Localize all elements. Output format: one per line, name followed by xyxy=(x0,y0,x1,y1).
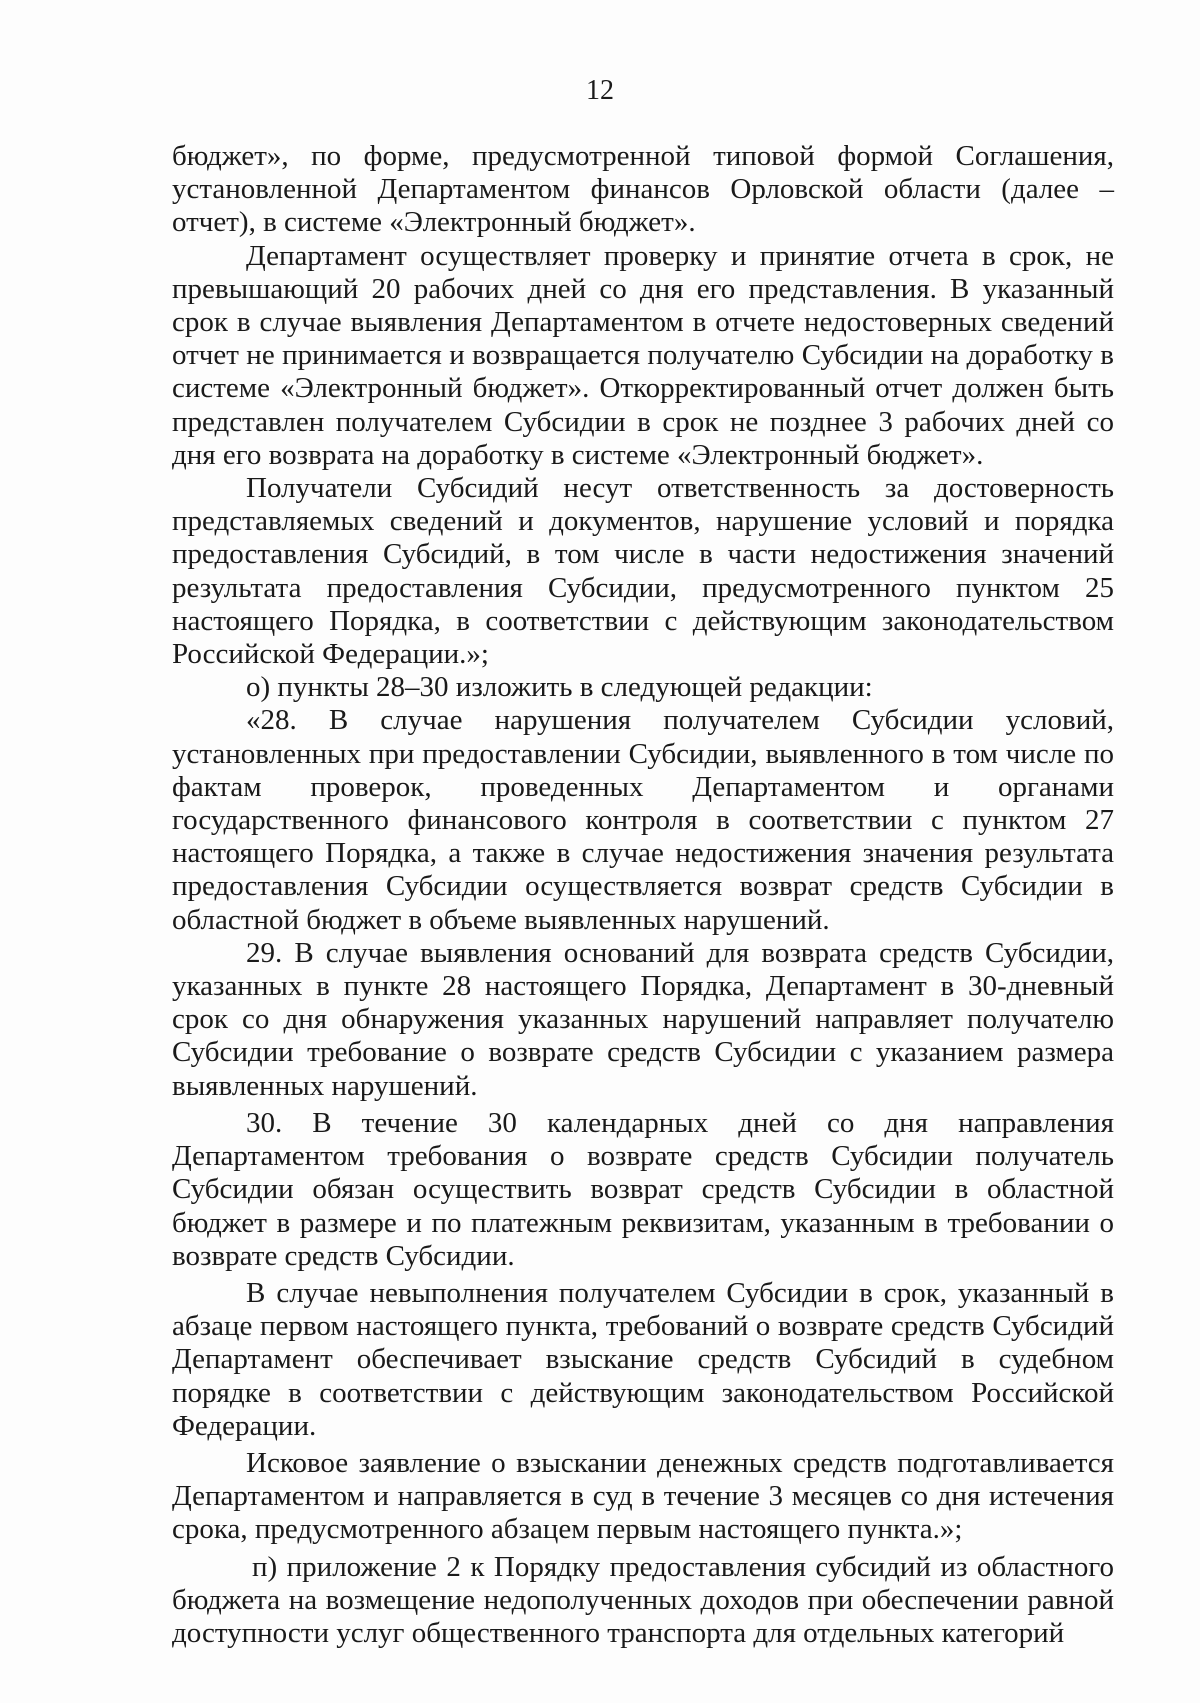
paragraph-point-30: 30. В течение 30 календарных дней со дня направления Департаментом требования о возврате средств Субсидии получатель Субсидии обязан осуществить возврат средств Субсидии в областной бюджет в размере и по платежным реквизитам, указанным в требовании о возврате средств Субсидии. xyxy=(172,1106,1114,1272)
paragraph-point-28: «28. В случае нарушения получателем Субсидии условий, установленных при предоставлении Субсидии, выявленного в том числе по фактам проверок, проведенных Департаментом и органами государственного финансового контроля в соответствии с пунктом 27 настоящего Порядка, а также в случае недостижения значения результата предоставления Субсидии осуществляется возврат средств Субсидии в областной бюджет в объеме выявленных нарушений. xyxy=(172,704,1114,936)
paragraph-item-o: о) пункты 28–30 изложить в следующей редакции: xyxy=(246,671,873,704)
paragraph-lawsuit: Исковое заявление о взыскании денежных средств подготавливается Департаментом и направляется в суд в течение 3 месяцев со дня истечения срока, предусмотренного абзацем первым настоящего пункта.»; xyxy=(172,1446,1114,1546)
paragraph-responsibility: Получатели Субсидий несут ответственность за достоверность представляемых сведений и документов, нарушение условий и порядка предоставления Субсидий, в том числе в части недостижения значений результата предоставления Субсидии, предусмотренного пунктом 25 настоящего Порядка, в соответствии с действующим законодательством Российской Федерации.»; xyxy=(172,472,1114,671)
paragraph-report-form: бюджет», по форме, предусмотренной типовой формой Соглашения, установленной Департаментом финансов Орловской области (далее – отчет), в системе «Электронный бюджет». xyxy=(172,140,1114,239)
document-body xyxy=(172,140,1114,1650)
paragraph-item-p: п) приложение 2 к Порядку предоставления субсидий из областного бюджета на возмещение недополученных доходов при обеспечении равной доступности услуг общественного транспорта для отдельных категорий xyxy=(172,1550,1114,1649)
paragraph-point-29: 29. В случае выявления оснований для возврата средств Субсидии, указанных в пункте 28 настоящего Порядка, Департамент в 30-дневный срок со дня обнаружения указанных нарушений направляет получателю Субсидии требование о возврате средств Субсидии с указанием размера выявленных нарушений. xyxy=(172,936,1114,1102)
paragraph-report-check: Департамент осуществляет проверку и принятие отчета в срок, не превышающий 20 рабочих дней со дня его представления. В указанный срок в случае выявления Департаментом в отчете недостоверных сведений отчет не принимается и возвращается получателю Субсидии на доработку в системе «Электронный бюджет». Откорректированный отчет должен быть представлен получателем Субсидии в срок не позднее 3 рабочих дней со дня его возврата на доработку в системе «Электронный бюджет». xyxy=(172,239,1114,471)
paragraph-non-fulfilment: В случае невыполнения получателем Субсидии в срок, указанный в абзаце первом настоящего пункта, требований о возврате средств Субсидий Департамент обеспечивает взыскание средств Субсидий в судебном порядке в соответствии с действующим законодательством Российской Федерации. xyxy=(172,1276,1114,1442)
page-number: 12 xyxy=(586,75,614,106)
